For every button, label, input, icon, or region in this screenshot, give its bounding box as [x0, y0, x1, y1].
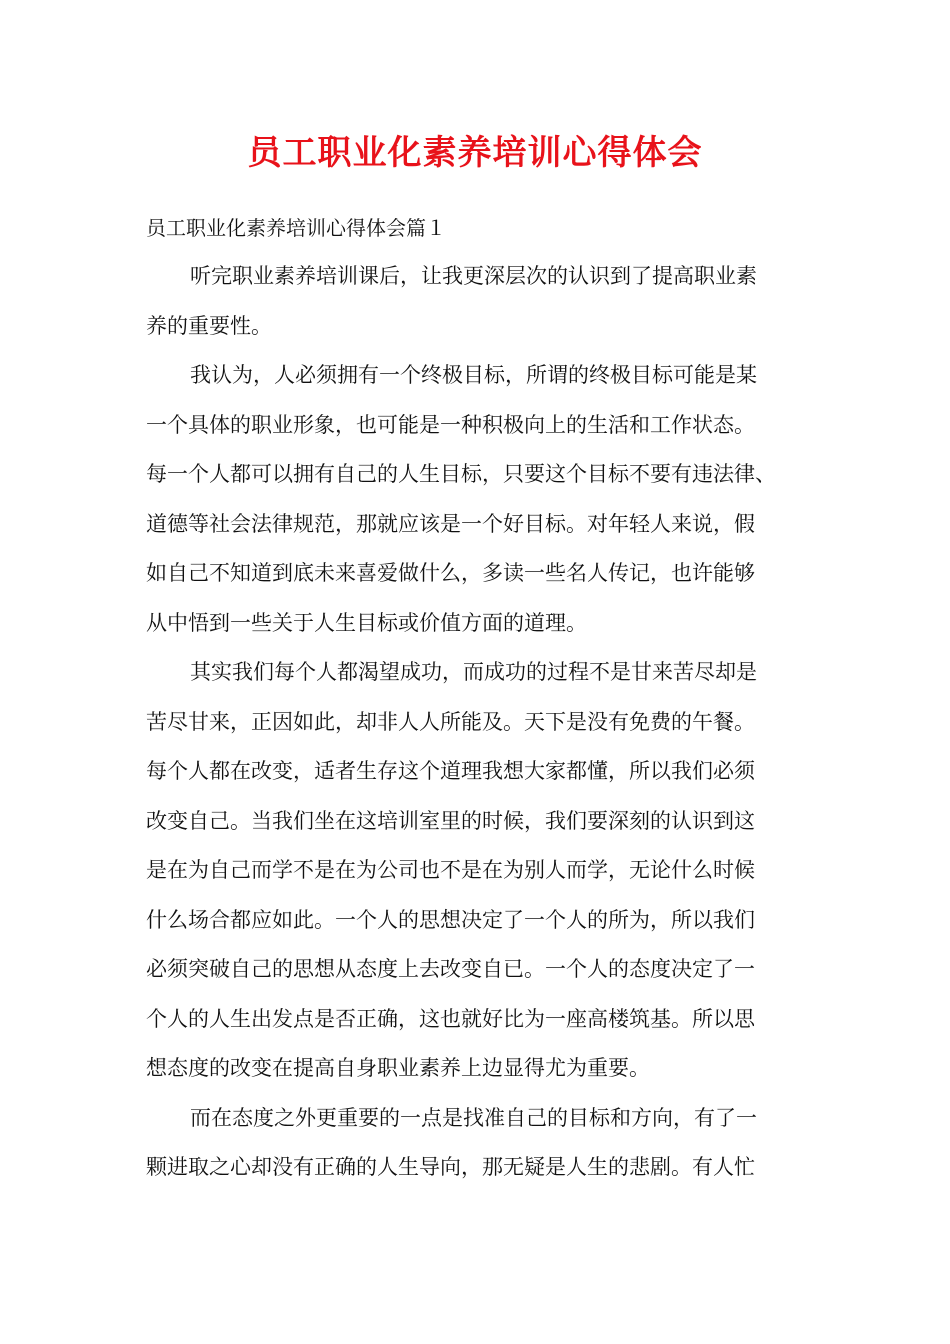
- text-line: 从中悟到一些关于人生目标或价值方面的道理。: [146, 610, 587, 635]
- text-line: 而在态度之外更重要的一点是找准自己的目标和方向，有了一: [190, 1105, 757, 1130]
- text-line: 一个具体的职业形象，也可能是一种积极向上的生活和工作状态。: [146, 412, 755, 437]
- text-line: 个人的人生出发点是否正确，这也就好比为一座高楼筑基。所以思: [146, 1006, 755, 1031]
- document-subtitle: 员工职业化素养培训心得体会篇１: [146, 216, 446, 240]
- text-line: 是在为自己而学不是在为公司也不是在为别人而学，无论什么时候: [146, 858, 755, 882]
- text-line: 养的重要性。: [146, 313, 272, 338]
- text-line: 颗进取之心却没有正确的人生导向，那无疑是人生的悲剧。有人忙: [146, 1155, 755, 1179]
- text-line: 道德等社会法律规范，那就应该是一个好目标。对年轻人来说，假: [146, 511, 755, 536]
- text-line: 其实我们每个人都渴望成功，而成功的过程不是甘来苦尽却是: [190, 660, 757, 684]
- text-line: 改变自己。当我们坐在这培训室里的时候，我们要深刻的认识到这: [146, 808, 755, 833]
- document-title: 员工职业化素养培训心得体会: [247, 133, 703, 173]
- text-line: 如自己不知道到底未来喜爱做什么，多读一些名人传记，也许能够: [146, 561, 755, 585]
- text-line: 我认为，人必须拥有一个终极目标，所谓的终极目标可能是某: [190, 363, 757, 387]
- text-line: 苦尽甘来，正因如此，却非人人所能及。天下是没有免费的午餐。: [146, 709, 755, 734]
- text-line: 每个人都在改变，适者生存这个道理我想大家都懂，所以我们必须: [146, 759, 755, 783]
- text-line: 每一个人都可以拥有自己的人生目标，只要这个目标不要有违法律、: [146, 462, 776, 486]
- text-line: 想态度的改变在提高自身职业素养上边显得尤为重要。: [146, 1056, 650, 1080]
- text-line: 必须突破自己的思想从态度上去改变自已。一个人的态度决定了一: [146, 957, 755, 981]
- document-body: [146, 258, 830, 1199]
- text-line: 什么场合都应如此。一个人的思想决定了一个人的所为，所以我们: [146, 907, 755, 932]
- text-line: 听完职业素养培训课后，让我更深层次的认识到了提高职业素: [190, 264, 757, 288]
